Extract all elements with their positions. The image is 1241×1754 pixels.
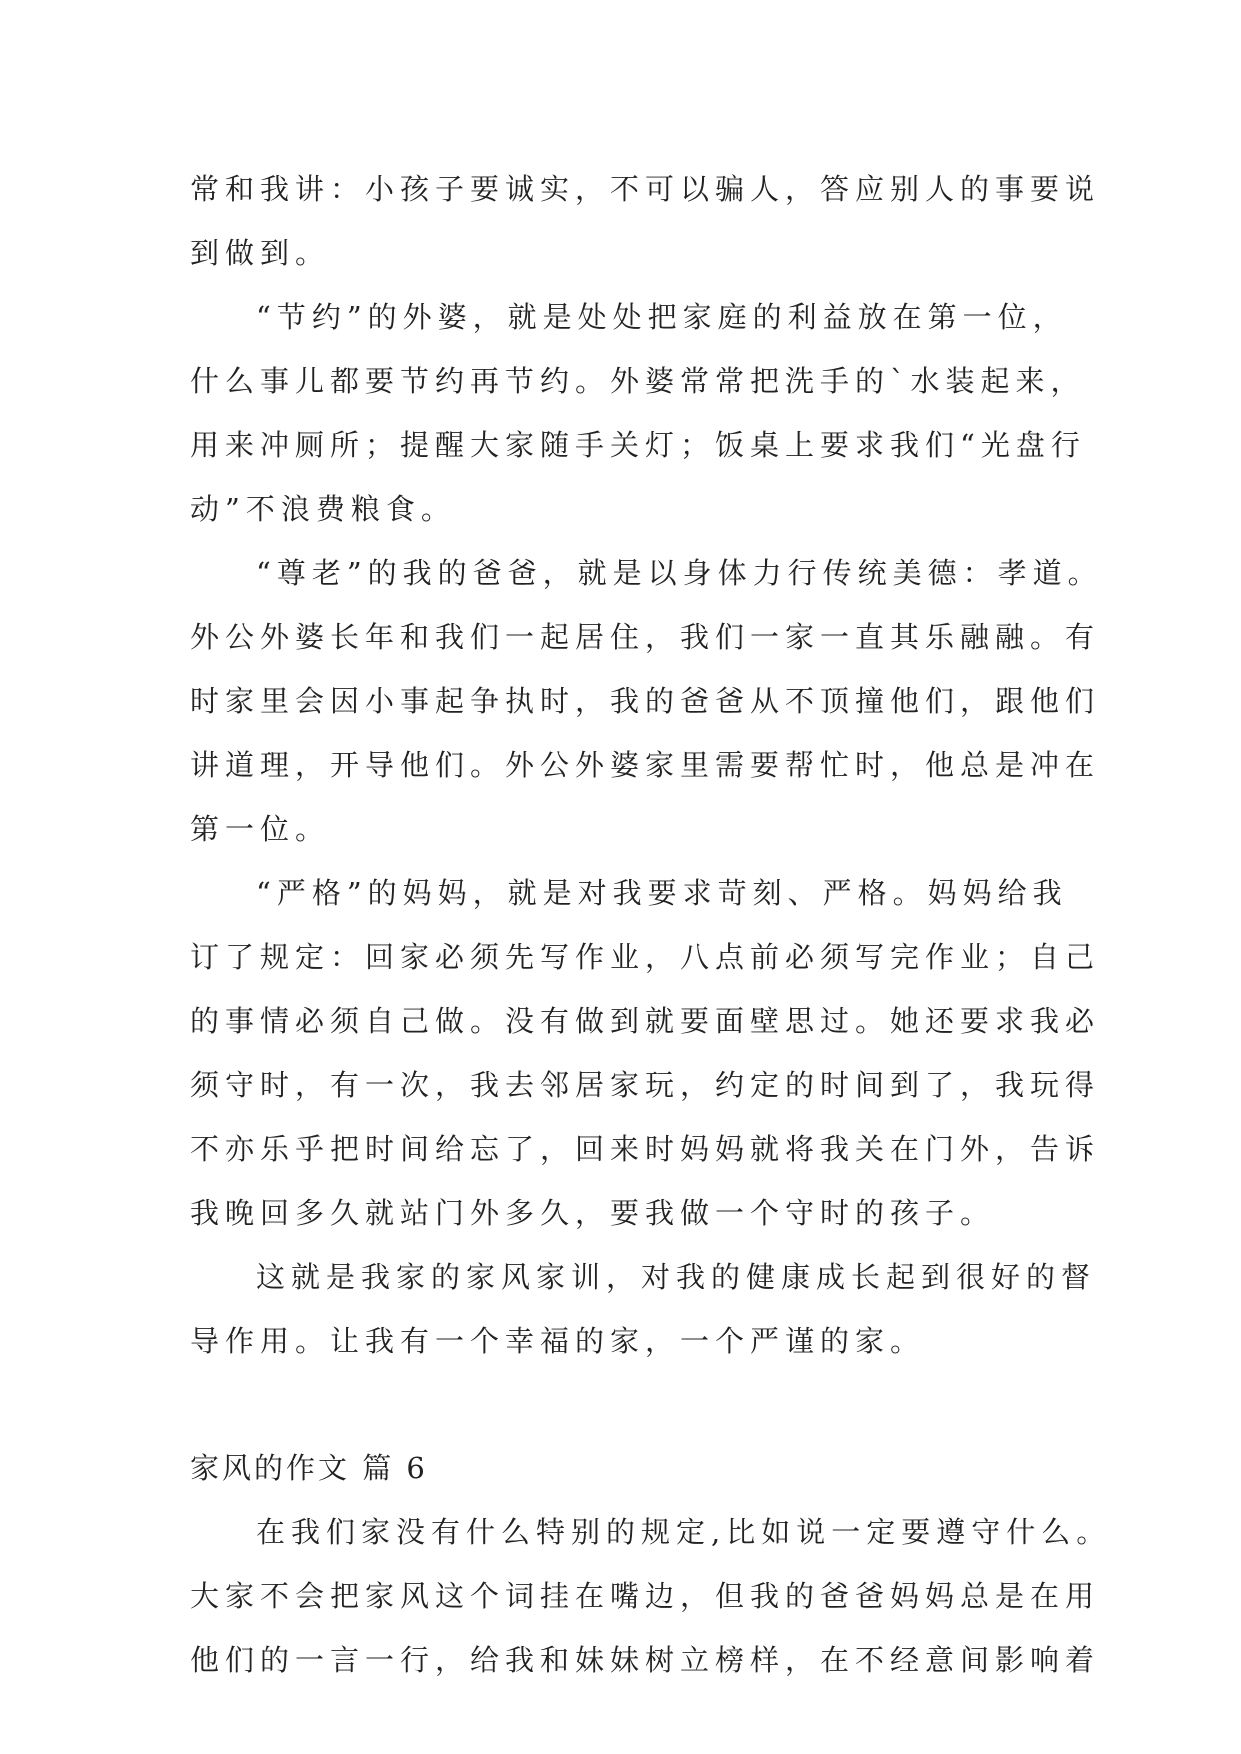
text-line: 我晚回多久就站门外多久，要我做一个守时的孩子。 bbox=[190, 1196, 996, 1230]
text-line: 外公外婆长年和我们一起居住，我们一家一直其乐融融。有 bbox=[190, 620, 1101, 654]
text-line: 什么事儿都要节约再节约。外婆常常把洗手的`水装起来， bbox=[190, 364, 1086, 398]
section-heading: 家风的作文 篇 6 bbox=[190, 1451, 428, 1485]
text-line: 大家不会把家风这个词挂在嘴边，但我的爸爸妈妈总是在用 bbox=[190, 1579, 1101, 1613]
text-line: 不亦乐乎把时间给忘了，回来时妈妈就将我关在门外，告诉 bbox=[190, 1132, 1101, 1166]
text-line: 须守时，有一次，我去邻居家玩，约定的时间到了，我玩得 bbox=[190, 1068, 1101, 1102]
text-line: 时家里会因小事起争执时，我的爸爸从不顶撞他们，跟他们 bbox=[190, 684, 1101, 718]
text-line: 用来冲厕所；提醒大家随手关灯；饭桌上要求我们“光盘行 bbox=[190, 428, 1086, 462]
text-line: 导作用。让我有一个幸福的家，一个严谨的家。 bbox=[190, 1324, 926, 1358]
text-line: 讲道理，开导他们。外公外婆家里需要帮忙时，他总是冲在 bbox=[190, 748, 1101, 782]
paragraph-honesty-end bbox=[190, 157, 1101, 285]
text-line: “节约”的外婆，就是处处把家庭的利益放在第一位， bbox=[256, 300, 1068, 334]
text-line: 的事情必须自己做。没有做到就要面壁思过。她还要求我必 bbox=[190, 1004, 1101, 1038]
text-line: “严格”的妈妈，就是对我要求苛刻、严格。妈妈给我 bbox=[256, 876, 1068, 910]
text-line: “尊老”的我的爸爸，就是以身体力行传统美德：孝道。 bbox=[256, 556, 1103, 590]
text-line: 这就是我家的家风家训，对我的健康成长起到很好的督 bbox=[256, 1260, 1097, 1294]
text-line: 第一位。 bbox=[190, 812, 331, 846]
text-line: 他们的一言一行，给我和妹妹树立榜样，在不经意间影响着 bbox=[190, 1643, 1101, 1677]
text-line: 常和我讲：小孩子要诚实，不可以骗人，答应别人的事要说 bbox=[190, 172, 1101, 206]
text-line: 到做到。 bbox=[190, 236, 331, 270]
text-line: 在我们家没有什么特别的规定,比如说一定要遵守什么。 bbox=[256, 1515, 1112, 1549]
section-spacer bbox=[190, 1373, 1060, 1436]
paragraph-strict-mother bbox=[190, 861, 1101, 1245]
text-line: 动”不浪费粮食。 bbox=[190, 492, 456, 526]
paragraph-thrift bbox=[190, 285, 1086, 541]
text-line: 订了规定：回家必须先写作业，八点前必须写完作业；自己 bbox=[190, 940, 1101, 974]
paragraph-conclusion bbox=[190, 1245, 1097, 1373]
document-page bbox=[190, 157, 1112, 1692]
paragraph-essay-6-intro bbox=[190, 1500, 1112, 1692]
paragraph-respect-elders bbox=[190, 541, 1103, 861]
